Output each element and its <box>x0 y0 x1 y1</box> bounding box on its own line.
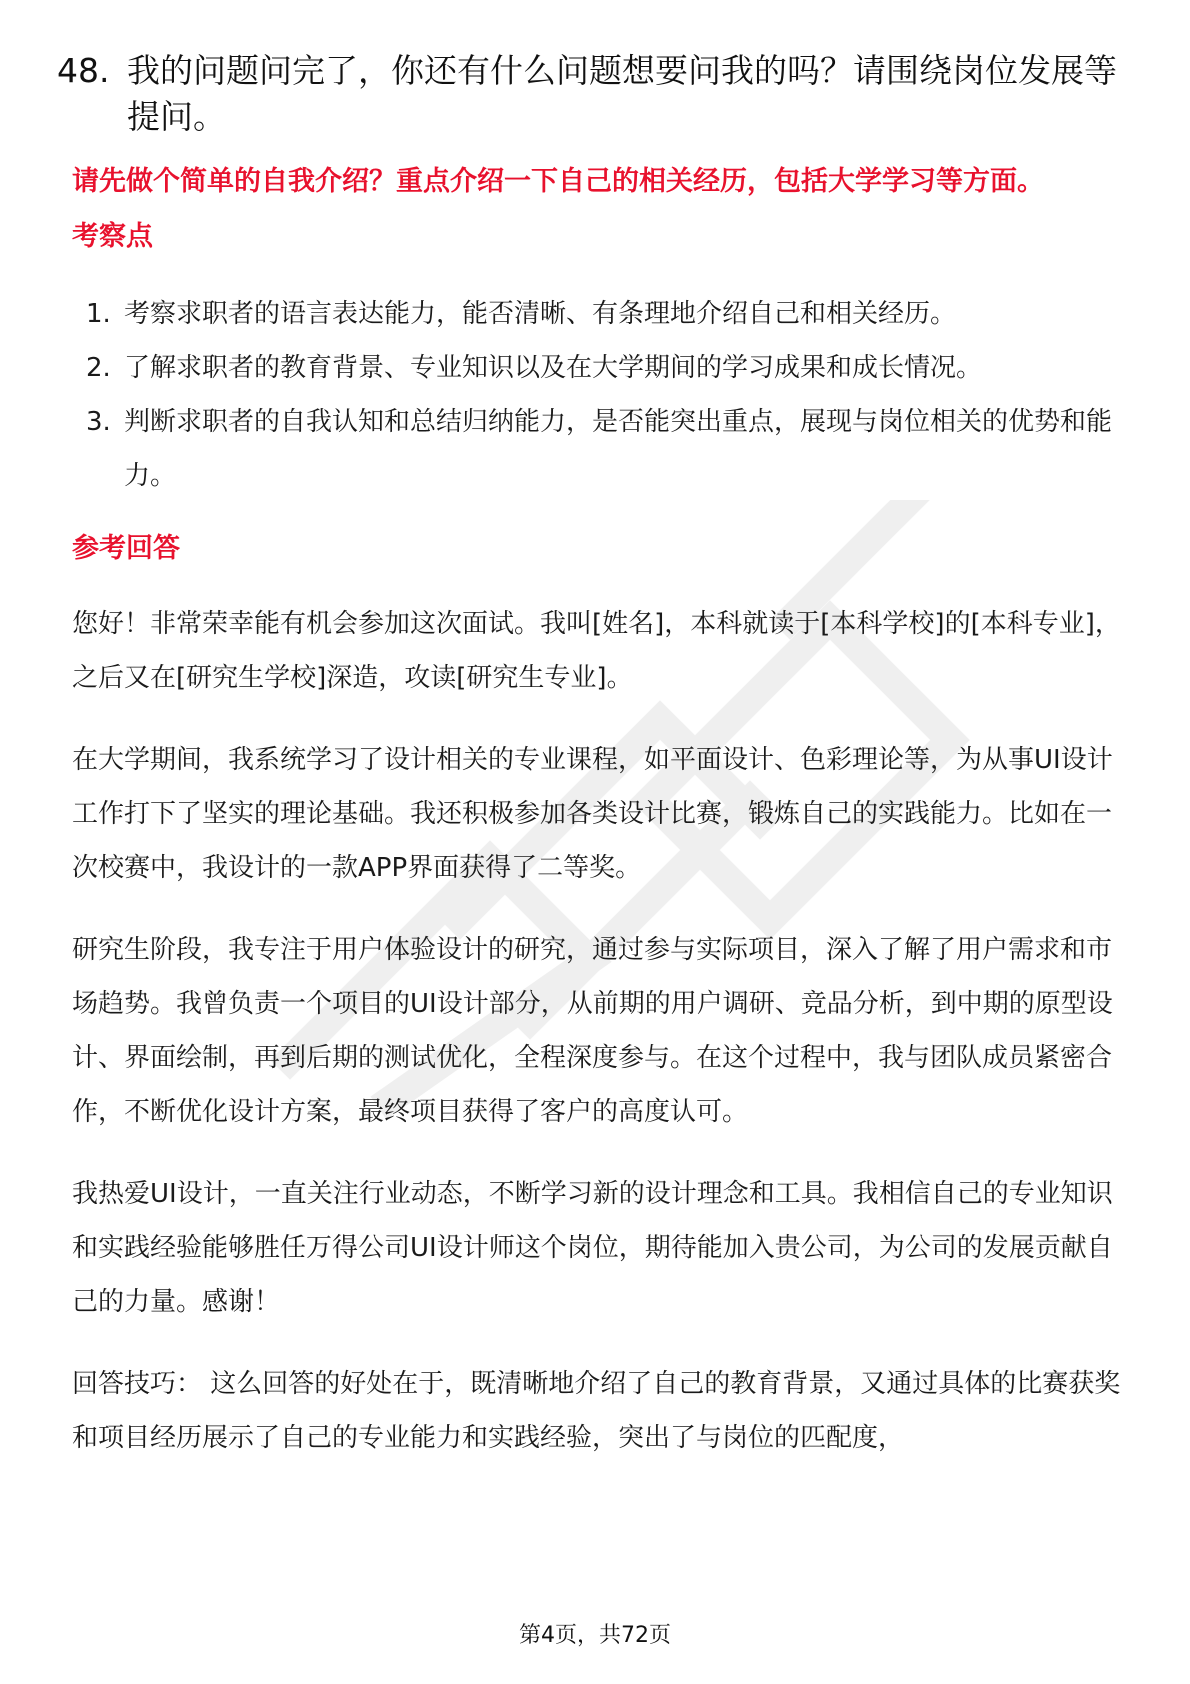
question-title <box>57 48 1132 140</box>
page-footer: 第4页，共72页 <box>519 1623 671 1648</box>
answer-paragraph-university: 在大学期间，我系统学习了设计相关的专业课程，如平面设计、色彩理论等，为从事UI设计工作打下了坚实的理论基础。我还积极参加各类设计比赛，锻炼自己的实践能力。比如在一次校赛中，我设计的一款APP界面获得了二等奖。 <box>72 745 1113 883</box>
list-item <box>72 287 1132 341</box>
list-item-number: 2. <box>86 353 111 383</box>
answer-tips-paragraph: 回答技巧： 这么回答的好处在于，既清晰地介绍了自己的教育背景，又通过具体的比赛获奖和项目经历展示了自己的专业能力和实践经验，突出了与岗位的匹配度， <box>72 1369 1121 1453</box>
sub-question: 请先做个简单的自我介绍？重点介绍一下自己的相关经历，包括大学学习等方面。 <box>72 166 1044 197</box>
list-item-text: 考察求职者的语言表达能力，能否清晰、有条理地介绍自己和相关经历。 <box>124 299 957 329</box>
question-number: 48. <box>57 51 110 90</box>
list-item-number: 3. <box>86 407 111 437</box>
list-item-text: 了解求职者的教育背景、专业知识以及在大学期间的学习成果和成长情况。 <box>124 353 983 383</box>
answer-paragraph-intro: 您好！非常荣幸能有机会参加这次面试。我叫[姓名]，本科就读于[本科学校]的[本科专业]，之后又在[研究生学校]深造，攻读[研究生专业]。 <box>72 609 1121 693</box>
assessment-list <box>72 287 1132 503</box>
list-item <box>72 341 1132 395</box>
list-item-number: 1. <box>86 299 111 329</box>
answer-paragraph-graduate: 研究生阶段，我专注于用户体验设计的研究，通过参与实际项目，深入了解了用户需求和市场趋势。我曾负责一个项目的UI设计部分，从前期的用户调研、竞品分析，到中期的原型设计、界面绘制，再到后期的测试优化，全程深度参与。在这个过程中，我与团队成员紧密合作，不断优化设计方案，最终项目获得了客户的高度认可。 <box>72 935 1113 1127</box>
answer-paragraph-closing: 我热爱UI设计，一直关注行业动态，不断学习新的设计理念和工具。我相信自己的专业知识和实践经验能够胜任万得公司UI设计师这个岗位，期待能加入贵公司，为公司的发展贡献自己的力量。感谢！ <box>72 1179 1113 1317</box>
question-text: 我的问题问完了，你还有什么问题想要问我的吗？请围绕岗位发展等提问。 <box>127 51 1117 136</box>
list-item-text: 判断求职者的自我认知和总结归纳能力，是否能突出重点，展现与岗位相关的优势和能力。 <box>124 407 1113 491</box>
document-page <box>57 48 1132 1465</box>
assessment-heading: 考察点 <box>72 221 153 252</box>
list-item <box>72 395 1132 503</box>
answer-heading: 参考回答 <box>72 533 180 564</box>
